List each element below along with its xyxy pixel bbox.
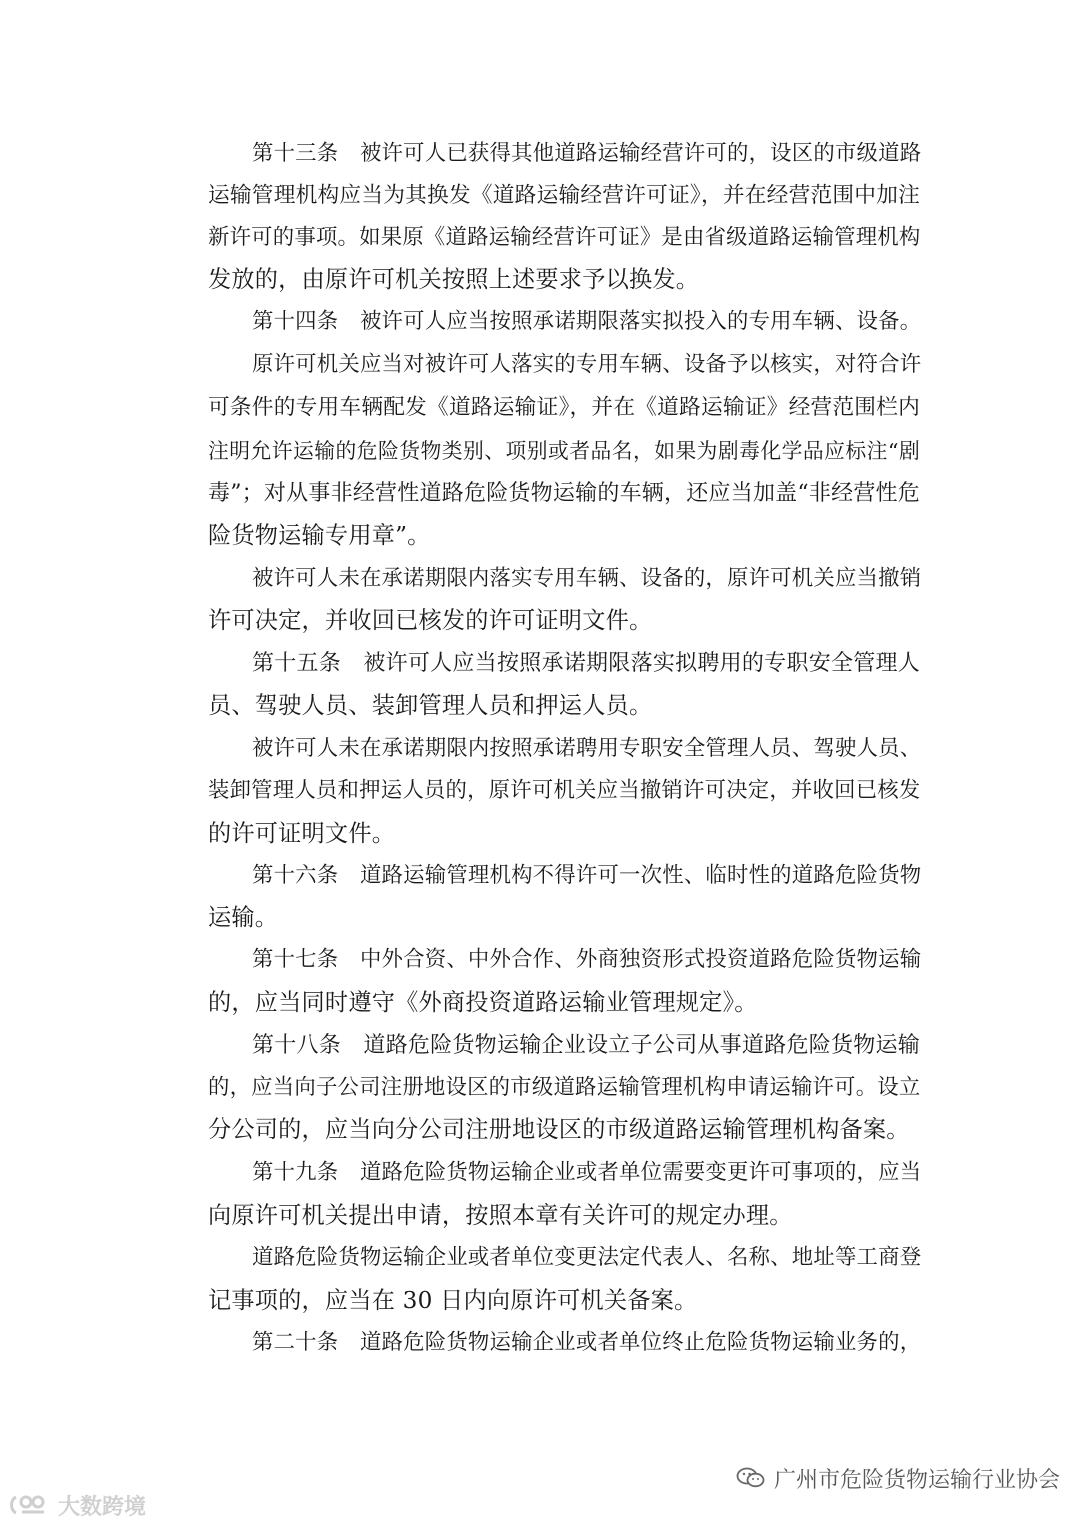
text-line: 记事项的，应当在 30 日内向原许可机关备案。 <box>208 1287 698 1314</box>
text-line: 险货物运输专用章”。 <box>208 522 431 549</box>
text-line: 第十九条 道路危险货物运输企业或者单位需要变更许可事项的，应当 <box>252 1160 922 1185</box>
text-line: 第十六条 道路运输管理机构不得许可一次性、临时性的道路危险货物 <box>252 863 922 888</box>
text-line: 道路危险货物运输企业或者单位变更法定代表人、名称、地址等工商登 <box>252 1245 922 1270</box>
text-line: 原许可机关应当对被许可人落实的专用车辆、设备予以核实，对符合许 <box>252 352 922 377</box>
text-line: 许可决定，并收回已核发的许可证明文件。 <box>208 607 653 634</box>
text-line: 被许可人未在承诺期限内落实专用车辆、设备的，原许可机关应当撤销 <box>252 566 922 591</box>
text-line: 向原许可机关提出申请，按照本章有关许可的规定办理。 <box>208 1202 793 1229</box>
text-line: 装卸管理人员和押运人员的，原许可机关应当撤销许可决定，并收回已核发 <box>208 778 921 803</box>
text-line: 第十五条 被许可人应当按照承诺期限落实拟聘用的专职安全管理人 <box>252 651 920 676</box>
text-line: 员、驾驶人员、装卸管理人员和押运人员。 <box>208 692 653 719</box>
text-line: 注明允许运输的危险货物类别、项别或者品名，如果为剧毒化学品应标注“剧 <box>208 439 920 463</box>
text-line: 新许可的事项。如果原《道路运输经营许可证》是由省级道路运输管理机构 <box>208 225 921 250</box>
text-line: 运输管理机构应当为其换发《道路运输经营许可证》，并在经营范围中加注 <box>208 183 920 208</box>
text-line: 第十八条 道路危险货物运输企业设立子公司从事道路危险货物运输 <box>252 1033 920 1058</box>
watermark-right-text: 广州市危险货物运输行业协会 <box>773 1467 1060 1493</box>
text-line: 的许可证明文件。 <box>208 820 396 847</box>
text-line: 第十四条 被许可人应当按照承诺期限落实拟投入的专用车辆、设备。 <box>252 309 922 334</box>
text-line: 的，应当同时遵守《外商投资道路运输业管理规定》。 <box>208 989 758 1016</box>
brand-watermark <box>8 1488 146 1522</box>
watermark-left-text: 大数跨境 <box>58 1494 147 1520</box>
text-line: 的，应当向子公司注册地设区的市级道路运输管理机构申请运输许可。设立 <box>208 1075 921 1100</box>
text-line: 被许可人未在承诺期限内按照承诺聘用专职安全管理人员、驾驶人员、 <box>252 736 922 761</box>
wechat-icon <box>736 1466 766 1490</box>
wechat-watermark <box>736 1458 1060 1498</box>
text-line: 可条件的专用车辆配发《道路运输证》，并在《道路运输证》经营范围栏内 <box>208 395 920 420</box>
text-line: 第二十条 道路危险货物运输企业或者单位终止危险货物运输业务的， <box>252 1330 922 1355</box>
brand-logo-icon <box>8 1492 52 1518</box>
text-line: 分公司的，应当向分公司注册地设区的市级道路运输管理机构备案。 <box>208 1116 910 1143</box>
text-line: 毒”；对从事非经营性道路危险货物运输的车辆，还应当加盖“非经营性危 <box>208 481 920 506</box>
text-line: 第十三条 被许可人已获得其他道路运输经营许可的，设区的市级道路 <box>252 141 922 166</box>
text-line: 发放的，由原许可机关按照上述要求予以换发。 <box>208 266 700 293</box>
text-line: 运输。 <box>208 904 279 931</box>
text-line: 第十七条 中外合资、中外合作、外商独资形式投资道路危险货物运输 <box>252 947 922 972</box>
